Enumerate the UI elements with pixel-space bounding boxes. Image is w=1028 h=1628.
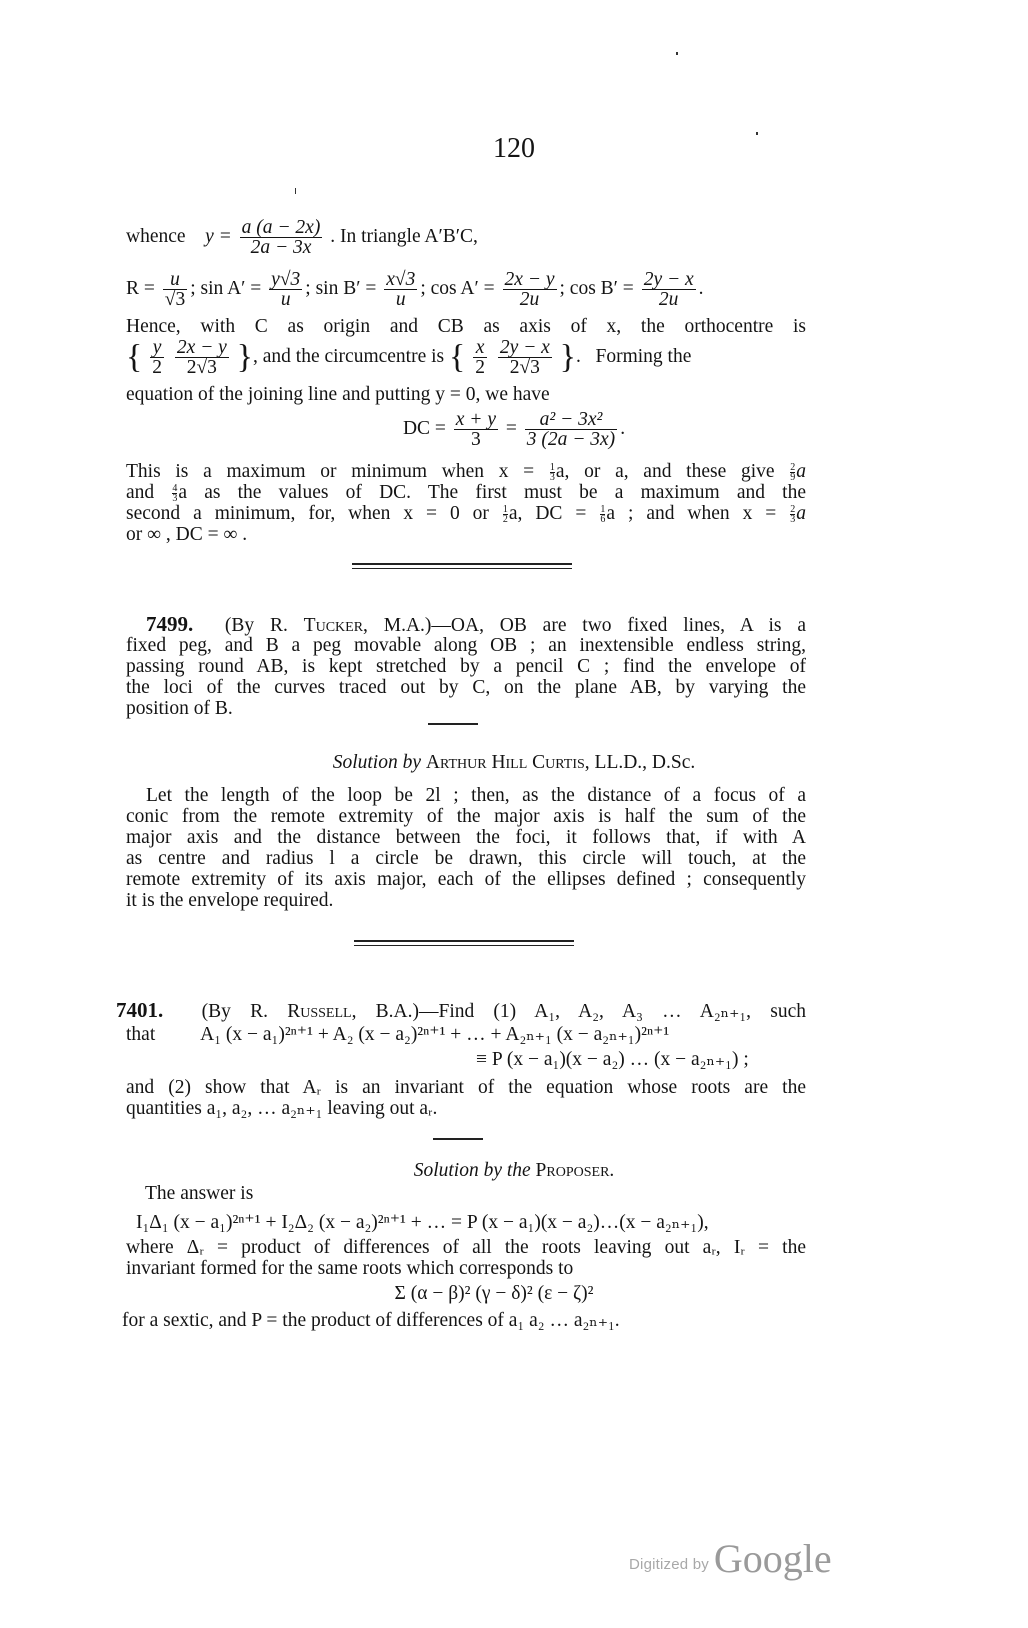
text-segment: a as the values of DC. The first must be a maximum and the: [178, 482, 806, 503]
numerator: 2x − y: [504, 269, 555, 290]
answer-intro: The answer is: [145, 1183, 254, 1204]
numerator: y√3: [271, 269, 301, 290]
fraction-four-thirds: [172, 484, 177, 503]
problem-number: 7401.: [116, 998, 164, 1022]
fraction-dc-2: [525, 410, 617, 449]
fraction-y: [240, 218, 323, 257]
problem-7499-line: the loci of the curves traced out by C, on the plane AB, by varying the: [126, 677, 806, 698]
fraction-one-half: [503, 505, 508, 524]
digitized-by-text: Digitized by: [629, 1556, 709, 1573]
text-segment: This is a maximum or minimum when x =: [126, 461, 549, 482]
right-brace-icon: }: [559, 338, 576, 376]
short-divider: [428, 723, 478, 725]
fraction-cosA: [503, 270, 557, 309]
fraction-ortho-x: [150, 338, 164, 377]
denominator: √3: [164, 289, 186, 310]
solution-7499-line: conic from the remote extremity of the major axis is half the sum of the: [126, 806, 806, 827]
fraction-ortho-y: [175, 338, 229, 377]
fraction-cosB: [642, 270, 696, 309]
text-segment: a, DC =: [508, 503, 600, 524]
numerator: x√3: [386, 269, 416, 290]
text-cosB: ; cos B′ =: [559, 277, 634, 299]
problem-7499-line: fixed peg, and B a peg movable along OB ; an inextensible endless string,: [126, 635, 806, 656]
denominator: 2: [502, 514, 508, 526]
denominator: 2√3: [509, 357, 540, 378]
fraction-circ-x: [473, 338, 487, 377]
denominator: 2: [152, 357, 162, 378]
scan-speck: [676, 52, 678, 55]
denominator: 2a − 3x: [250, 237, 312, 258]
problem-7401-line: and (2) show that Aᵣ is an invariant of the equation whose roots are the: [126, 1077, 806, 1098]
page-number: 120: [493, 133, 535, 164]
text-credentials: , B.A.)—Find (1) A₁, A₂, A₃ … A₂ₙ₊₁, such: [351, 1001, 806, 1022]
solution-prefix: Solution by: [332, 752, 421, 773]
intro-line-5: equation of the joining line and putting y = 0, we have: [126, 384, 550, 405]
fraction-R: [163, 270, 187, 309]
section-divider-double: [352, 563, 572, 565]
intro-line-10: or ∞ , DC = ∞ .: [126, 524, 248, 545]
text-circumcentre: , and the circumcentre is: [253, 345, 445, 367]
problem-7499-line: passing round AB, is kept stretched by a pencil C ; find the envelope of: [126, 656, 806, 677]
solution-credentials: , LL.D., D.Sc.: [584, 752, 696, 773]
solution-7499-line: it is the envelope required.: [126, 890, 334, 911]
text-y-eq: y =: [205, 225, 232, 247]
solution-author: Proposer: [535, 1160, 610, 1181]
intro-line-4: [126, 338, 806, 377]
fraction-two-thirds: [790, 505, 795, 524]
solution-author: Arthur Hill Curtis: [425, 752, 585, 773]
text-segment: a, or a, and these give: [555, 461, 790, 482]
numerator: 4: [172, 483, 178, 495]
denominator: 6: [600, 514, 606, 526]
fraction-sinA: [269, 270, 302, 309]
google-logo: Google: [713, 1536, 832, 1581]
denominator: 2u: [658, 289, 679, 310]
numerator: 2: [790, 504, 796, 516]
numerator: 2y − x: [499, 337, 550, 358]
text-that: that: [126, 1024, 156, 1045]
problem-author: Russell: [287, 1001, 352, 1022]
numerator: 2: [790, 462, 796, 474]
denominator: 2√3: [186, 357, 217, 378]
intro-line-7: [126, 461, 806, 482]
text-sinA: ; sin A′ =: [190, 277, 262, 299]
text-segment: a ; and when x =: [606, 503, 790, 524]
text-sinB: ; sin B′ =: [305, 277, 377, 299]
text-a: a: [796, 503, 806, 524]
denominator: 3: [549, 472, 555, 484]
digitized-by-google-watermark: [629, 1536, 832, 1581]
right-brace-icon: }: [236, 338, 253, 376]
text-segment: second a minimum, for, when x = 0 or: [126, 503, 502, 524]
denominator: 3 (2a − 3x): [526, 429, 616, 450]
intro-line-3: Hence, with C as origin and CB as axis of x, the orthocentre is: [126, 316, 806, 337]
denominator: 3: [790, 514, 796, 526]
fraction-dc-1: [454, 410, 498, 449]
text-dc: DC =: [402, 417, 446, 439]
numerator: 1: [600, 504, 606, 516]
numerator: 1: [549, 462, 555, 474]
fraction-two-ninths: [790, 463, 795, 482]
numerator: 1: [502, 504, 508, 516]
left-brace-icon: {: [126, 338, 143, 376]
solution-heading-7401: [0, 1160, 1028, 1181]
intro-line-9: [126, 503, 806, 524]
numerator: 2x − y: [176, 337, 227, 358]
text-cosA: ; cos A′ =: [420, 277, 495, 299]
solution-7499-line: as centre and radius l a circle be drawn, this circle will touch, at the: [126, 848, 806, 869]
text-period: .: [620, 417, 626, 439]
problem-author: Tucker: [303, 615, 364, 636]
scan-speck: [295, 188, 296, 194]
text-by: (By R.: [201, 1001, 288, 1022]
denominator: 3: [172, 493, 178, 505]
text-segment: and: [126, 482, 172, 503]
solution-prefix: Solution by the: [413, 1160, 531, 1181]
fraction-circ-y: [498, 338, 552, 377]
numerator: x: [473, 338, 487, 358]
numerator: 2y − x: [643, 269, 694, 290]
intro-line-1: [126, 218, 806, 257]
text-by: (By R.: [224, 615, 304, 636]
problem-7401-line: quantities a₁, a₂, … a₂ₙ₊₁ leaving out aᵣ.: [126, 1098, 438, 1119]
solution-period: .: [609, 1160, 615, 1181]
problem-number: 7499.: [146, 612, 194, 636]
final-line: for a sextic, and P = the product of differences of a₁ a₂ … a₂ₙ₊₁.: [122, 1310, 620, 1331]
denominator: u: [280, 289, 291, 310]
numerator: u: [163, 270, 187, 290]
text-period: .: [698, 277, 704, 299]
intro-line-8: [126, 482, 806, 503]
sigma-equation: Σ (α − β)² (γ − δ)² (ε − ζ)²: [394, 1283, 594, 1304]
left-brace-icon: {: [449, 338, 466, 376]
equation-expression: A₁ (x − a₁)²ⁿ⁺¹ + A₂ (x − a₂)²ⁿ⁺¹ + … + A₂ₙ₊₁ (x − a₂ₙ₊₁)²ⁿ⁺¹: [200, 1024, 670, 1045]
numerator: a (a − 2x): [241, 217, 321, 238]
solution-7499-line: remote extremity of its axis major, each of the ellipses defined ; consequently: [126, 869, 806, 890]
denominator: 2u: [519, 289, 540, 310]
text-equals: =: [505, 417, 517, 439]
solution-7499-line: major axis and the distance between the foci, it follows that, if with A: [126, 827, 806, 848]
numerator: x + y: [455, 409, 496, 430]
problem-7401-equation-1: [126, 1024, 806, 1045]
denominator: u: [395, 289, 406, 310]
solution-heading-7499: [0, 752, 1028, 773]
answer-line: where Δᵣ = product of differences of all the roots leaving out aᵣ, Iᵣ = the: [126, 1237, 806, 1258]
text-a: a: [796, 461, 806, 482]
text-credentials: , M.A.)—OA, OB are two fixed lines, A is a: [363, 615, 806, 636]
text-R: R =: [126, 277, 155, 299]
solution-7499-line: Let the length of the loop be 2l ; then, as the distance of a focus of a: [146, 785, 806, 806]
problem-7401-equation-2: ≡ P (x − a₁)(x − a₂) … (x − a₂ₙ₊₁) ;: [476, 1049, 749, 1070]
answer-equation: I₁Δ₁ (x − a₁)²ⁿ⁺¹ + I₂Δ₂ (x − a₂)²ⁿ⁺¹ + … = P (x − a₁)(x − a₂)…(x − a₂ₙ₊₁),: [136, 1212, 709, 1233]
denominator: 9: [790, 472, 796, 484]
problem-7401-heading-line: [116, 1000, 806, 1022]
text-triangle: . In triangle A′B′C,: [330, 225, 478, 247]
section-divider-double: [354, 940, 574, 942]
text-forming: . Forming the: [576, 345, 692, 367]
intro-line-6-dc-equation: [0, 410, 1028, 449]
scan-speck: [756, 132, 758, 135]
problem-7499-heading-line: [126, 614, 806, 636]
fraction-sinB: [384, 270, 417, 309]
fraction-one-sixth: [600, 505, 605, 524]
denominator: 3: [471, 429, 481, 450]
answer-line: invariant formed for the same roots which corresponds to: [126, 1258, 574, 1279]
intro-line-2: [126, 270, 806, 309]
denominator: 2: [475, 357, 485, 378]
numerator: a² − 3x²: [525, 410, 617, 430]
short-divider: [433, 1138, 483, 1140]
text-whence: whence: [126, 225, 186, 247]
numerator: y: [150, 338, 164, 358]
problem-7499-line: position of B.: [126, 698, 233, 719]
fraction-one-third: [550, 463, 555, 482]
